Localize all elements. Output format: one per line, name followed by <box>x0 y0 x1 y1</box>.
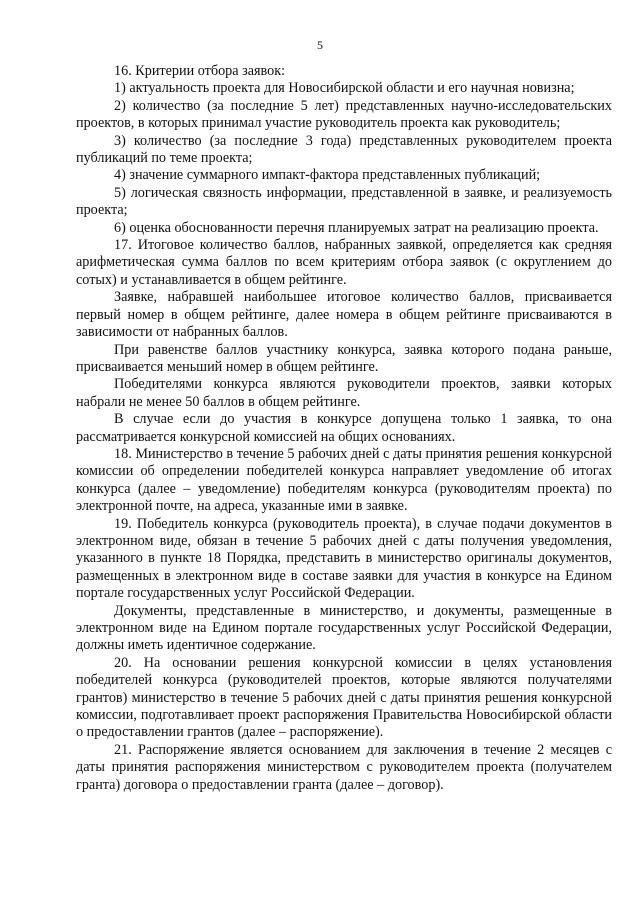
paragraph: 17. Итоговое количество баллов, набранных заявкой, определяется как средняя арифметическая сумма баллов по всем критериям отбора заявок (с округлением до сотых) и устанавливается в общем рейтинге. <box>76 237 612 288</box>
paragraph: 16. Критерии отбора заявок: <box>114 63 286 79</box>
paragraph: При равенстве баллов участнику конкурса, заявка которого подана раньше, присваивается меньший номер в общем рейтинге. <box>76 341 612 375</box>
paragraph: 3) количество (за последние 3 года) представленных руководителем проекта публикаций по теме проекта; <box>76 132 612 167</box>
paragraph: Документы, представленные в министерство, и документы, размещенные в электронном виде на Едином портале государственных услуг Российской Федерации, должны иметь идентичное содержание. <box>76 602 612 654</box>
paragraph: 19. Победитель конкурса (руководитель проекта), в случае подачи документов в электронном виде, обязан в течение 5 рабочих дней с даты получения уведомления, указанного в пункте 18 Порядка, представить в министерство оригиналы документов, размещенных в электронном виде в составе заявки для участия в конкурсе на Едином портале государственных услуг Российской Федерации. <box>76 515 612 602</box>
page-number: 5 <box>317 38 323 52</box>
paragraph: Заявке, набравшей наибольшее итоговое количество баллов, присваивается первый номер в общем рейтинге, далее номера в общем рейтинге присваиваются в зависимости от набранных баллов. <box>76 289 612 341</box>
paragraph: 21. Распоряжение является основанием для заключения в течение 2 месяцев с даты принятия распоряжения министерством с руководителем проекта (получателем гранта) договора о предоставлении гранта (далее – договор). <box>76 741 612 793</box>
paragraph: Победителями конкурса являются руководители проектов, заявки которых набрали не менее 50 баллов в общем рейтинге. <box>76 376 612 410</box>
paragraph: 1) актуальность проекта для Новосибирской области и его научная новизна; <box>114 80 575 97</box>
paragraph: 2) количество (за последние 5 лет) представленных научно-исследовательских проектов, в которых принимал участие руководитель проекта как руководитель; <box>76 97 612 132</box>
paragraph: 4) значение суммарного импакт-фактора представленных публикаций; <box>114 167 541 184</box>
paragraph: 6) оценка обоснованности перечня планируемых затрат на реализацию проекта. <box>114 219 599 236</box>
paragraph: 5) логическая связность информации, представленной в заявке, и реализуемость проекта; <box>76 184 612 219</box>
paragraph: 20. На основании решения конкурсной комиссии в целях установления победителей конкурса (руководителей проектов, которые являются получателями грантов) министерство в течение 5 рабочих дней с даты принятия решения конкурсной комиссии, подготавливает проект распоряжения Правительства Новосибирской области о предоставлении грантов (далее – распоряжение). <box>76 654 612 741</box>
paragraph: 18. Министерство в течение 5 рабочих дней с даты принятия решения конкурсной комиссии об определении победителей конкурса направляет уведомление об итогах конкурса (далее – уведомление) победителям конкурса (руководителям проекта) по электронной почте, на адреса, указанные ими в заявке. <box>76 445 612 515</box>
paragraph: В случае если до участия в конкурсе допущена только 1 заявка, то она рассматривается конкурсной комиссией на общих основаниях. <box>76 411 612 445</box>
document-body <box>76 63 612 794</box>
